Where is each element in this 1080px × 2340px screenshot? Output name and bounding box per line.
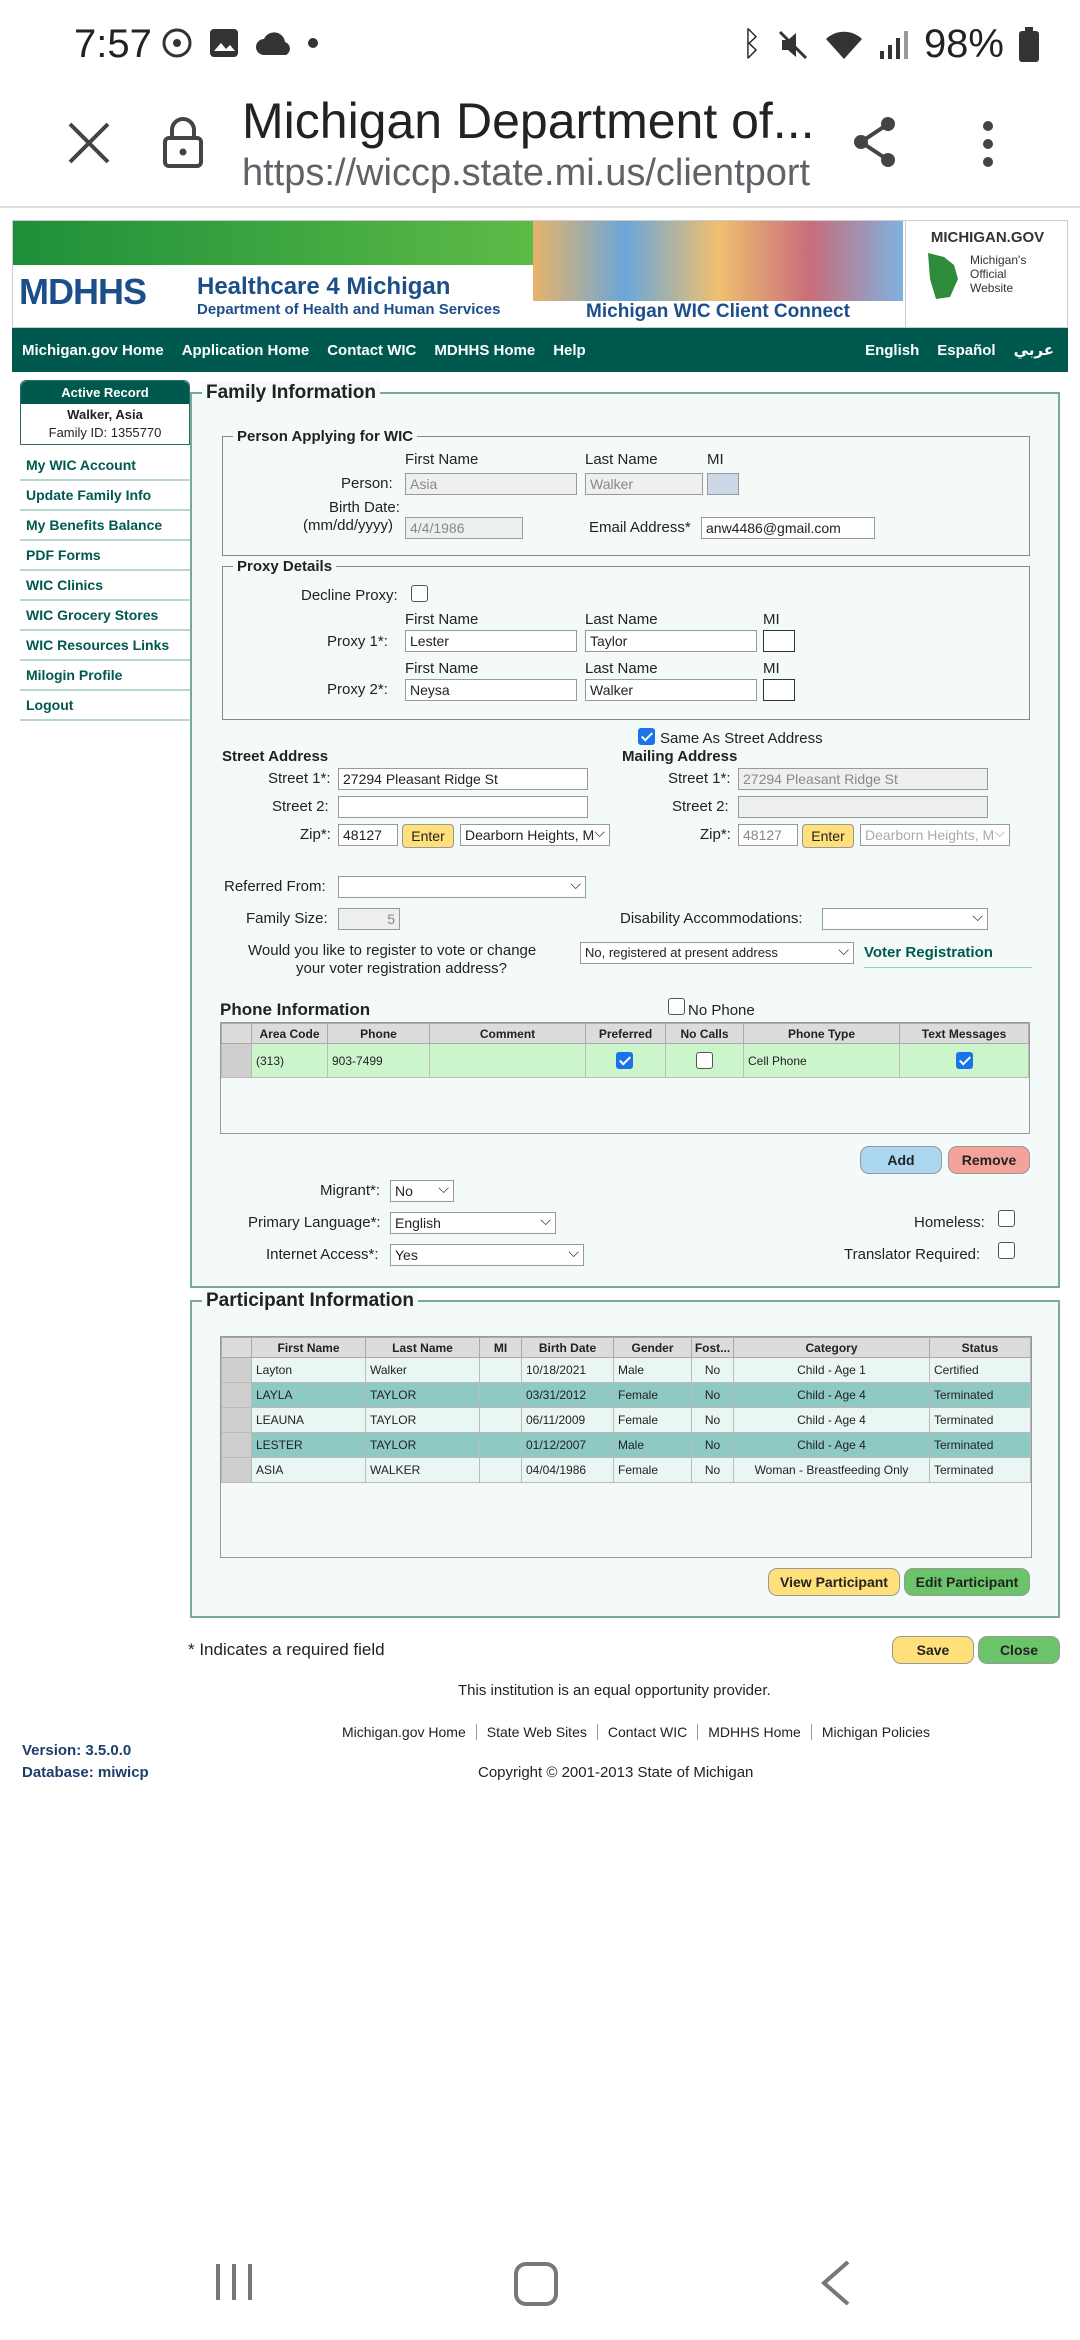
footer-links [332, 1724, 940, 1740]
site-container [12, 220, 1068, 1781]
status-bar [0, 0, 1080, 90]
migrant-select[interactable]: No ⌵ [390, 1180, 454, 1202]
michigan-map-icon [922, 249, 970, 301]
person-last-name[interactable]: Walker [585, 473, 703, 495]
sidebar-link-milogin-profile[interactable]: Milogin Profile [20, 661, 190, 691]
mute-icon [776, 28, 810, 62]
edit-participant-button[interactable]: Edit Participant [904, 1568, 1030, 1596]
battery-text: 98% [923, 22, 1004, 66]
person-mi[interactable] [707, 473, 739, 495]
street1-field[interactable]: 27294 Pleasant Ridge St [338, 768, 588, 790]
banner-title: Michigan WIC Client Connect [533, 301, 903, 328]
tagline: Healthcare 4 Michigan [197, 273, 451, 300]
view-participant-button[interactable]: View Participant [768, 1568, 900, 1596]
active-record-box: Active Record Walker, Asia Family ID: 1355770 [20, 380, 190, 445]
home-icon[interactable] [512, 2260, 560, 2308]
proxy1-last-name[interactable]: Taylor [585, 630, 757, 652]
proxy2-mi[interactable] [763, 679, 795, 701]
sync-icon [160, 26, 194, 60]
phone-info-title: Phone Information [220, 1000, 371, 1019]
equal-opportunity-note: This institution is an equal opportunity provider. [458, 1682, 771, 1699]
nav-mdhhs-home[interactable]: MDHHS Home [434, 341, 536, 359]
nav-michigan-home[interactable]: Michigan.gov Home [22, 341, 164, 359]
mailing-city-select[interactable]: Dearborn Heights, M ⌵ [860, 824, 1010, 846]
participant-row[interactable]: Layton Walker 10/18/2021 Male No Child - Age 1 Certified [222, 1358, 1031, 1383]
preferred-checkbox[interactable] [616, 1052, 633, 1069]
proxy2-first-name[interactable]: Neysa [405, 679, 577, 701]
battery-icon [1018, 27, 1040, 63]
lang-espanol[interactable]: Español [937, 341, 996, 359]
sidebar [20, 380, 190, 721]
more-options-icon[interactable] [982, 120, 994, 168]
disability-select[interactable] [822, 908, 988, 930]
share-icon[interactable] [852, 116, 898, 168]
phone-grid [220, 1022, 1030, 1134]
close-icon[interactable] [66, 120, 112, 166]
sidebar-link-logout[interactable]: Logout [20, 691, 190, 721]
voter-registration-link[interactable]: Voter Registration [864, 944, 1032, 968]
proxy1-mi[interactable] [763, 630, 795, 652]
footer-link-contact-wic[interactable]: Contact WIC [598, 1724, 698, 1740]
no-calls-checkbox[interactable] [696, 1052, 713, 1069]
sidebar-link-grocery-stores[interactable]: WIC Grocery Stores [20, 601, 190, 631]
mailing-street1-field[interactable]: 27294 Pleasant Ridge St [738, 768, 988, 790]
lock-icon[interactable] [162, 116, 204, 168]
email-field[interactable]: anw4486@gmail.com [701, 517, 875, 539]
participant-row[interactable]: LESTER TAYLOR 01/12/2007 Male No Child - Age 4 Terminated [222, 1433, 1031, 1458]
family-info-title: Family Information [202, 382, 380, 404]
footer-link-state-web-sites[interactable]: State Web Sites [477, 1724, 598, 1740]
cloud-icon [254, 29, 292, 57]
main-nav [12, 328, 1068, 372]
person-applying-section: Person Applying for WIC First Name Last Name MI Person: Asia Walker Birth Date: (mm/dd/yyyy) 4/4/1986 Email Address* anw4486@gmail.com [222, 436, 1030, 556]
required-note: * Indicates a required field [188, 1640, 385, 1659]
phone-table: Area Code Phone Comment Preferred No Calls Phone Type Text Messages (313) 903-7499 Cell Phone [221, 1023, 1029, 1078]
banner-photo [533, 221, 903, 301]
nav-application-home[interactable]: Application Home [181, 341, 310, 359]
same-as-street-checkbox[interactable] [638, 728, 655, 745]
copyright: Copyright © 2001-2013 State of Michigan [478, 1764, 754, 1781]
primary-language-select[interactable]: English ⌵ [390, 1212, 556, 1234]
proxy2-last-name[interactable]: Walker [585, 679, 757, 701]
no-phone-checkbox[interactable] [668, 998, 685, 1015]
site-header [12, 220, 1068, 328]
gallery-icon [208, 27, 240, 59]
voter-registration-select[interactable]: No, registered at present address ⌵ [580, 942, 854, 964]
sidebar-link-update-family-info[interactable]: Update Family Info [20, 481, 190, 511]
participant-information-panel [190, 1290, 1060, 1618]
family-id: Family ID: 1355770 [48, 425, 162, 440]
participant-row[interactable]: ASIA WALKER 04/04/1986 Female No Woman - Breastfeeding Only Terminated [222, 1458, 1031, 1483]
browser-toolbar [0, 90, 1080, 208]
translator-checkbox[interactable] [998, 1242, 1015, 1259]
birth-date[interactable]: 4/4/1986 [405, 517, 523, 539]
sidebar-link-my-wic-account[interactable]: My WIC Account [20, 451, 190, 481]
family-information-panel: Family Information Person Applying for WIC First Name Last Name MI Person: Asia Walker Birth Date: (mm/dd/yyyy) 4/4/1986 Email Address* anw4486@gmail.com Proxy Details Decline Proxy: First Name Last Name MI Proxy 1*: Lester Taylor First Name Last Name MI Proxy 2*: Neysa Walker Same As Street Address Street Address Mailing Address Street 1*: 27294 Pleasant Ridge St Street 2: Zip*: 48127 Enter Dearborn Heights, M ⌵ Street 1*: 27294 Pleasant Ridge St Street 2: Zip*: 48127 Enter Dearborn Heights, M ⌵ Referred From: ⌵ Family Size: 5 Disability Accommodations: ⌵ Would you like to register to vote or change your voter registration address? No, registered at present address ⌵ Voter Registration Phone Information No Phone Area Code Phone Comment Preferred No Calls Phone Type Text Messages (313) 903-7499 Cell Phone Add Remove Migrant*: No ⌵ Primary Language*: English ⌵ Internet Access*: Yes ⌵ Homeless: Translator Required: [190, 392, 1060, 1288]
referred-from-select[interactable] [338, 876, 586, 898]
mailing-zip-field[interactable]: 48127 [738, 824, 798, 846]
page-title: Michigan Department of... [242, 93, 815, 149]
phone-row[interactable]: (313) 903-7499 Cell Phone [222, 1044, 1029, 1078]
mdhhs-logo[interactable]: MDHHS [19, 271, 146, 312]
footer-link-michigan-home[interactable]: Michigan.gov Home [332, 1724, 477, 1740]
homeless-checkbox[interactable] [998, 1210, 1015, 1227]
back-icon[interactable] [818, 2258, 854, 2308]
sidebar-link-benefits-balance[interactable]: My Benefits Balance [20, 511, 190, 541]
record-name: Walker, Asia [67, 407, 143, 422]
participant-grid [220, 1336, 1032, 1558]
participant-info-title: Participant Information [202, 1290, 418, 1312]
mailing-street2-field[interactable] [738, 796, 988, 818]
department-name: Department of Health and Human Services [197, 301, 501, 318]
decline-proxy-checkbox[interactable] [411, 585, 428, 602]
text-messages-checkbox[interactable] [956, 1052, 973, 1069]
version: Version: 3.5.0.0 [22, 1742, 132, 1759]
family-size-field[interactable]: 5 [338, 908, 400, 930]
save-button[interactable]: Save [892, 1636, 974, 1664]
sidebar-link-pdf-forms[interactable]: PDF Forms [20, 541, 190, 571]
close-button[interactable]: Close [978, 1636, 1060, 1664]
database: Database: miwicp [22, 1764, 149, 1781]
participant-row[interactable]: LAYLA TAYLOR 03/31/2012 Female No Child - Age 4 Terminated [222, 1383, 1031, 1408]
sidebar-link-wic-clinics[interactable]: WIC Clinics [20, 571, 190, 601]
street2-field[interactable] [338, 796, 588, 818]
internet-access-select[interactable]: Yes ⌵ [390, 1244, 584, 1266]
footer-link-mdhhs-home[interactable]: MDHHS Home [698, 1724, 812, 1740]
proxy-details-section: Proxy Details Decline Proxy: First Name Last Name MI Proxy 1*: Lester Taylor First Name Last Name MI Proxy 2*: Neysa Walker [222, 566, 1030, 720]
city-select[interactable]: Dearborn Heights, M ⌵ [460, 824, 610, 846]
nav-help[interactable]: Help [553, 341, 586, 359]
michigan-gov-logo[interactable]: MICHIGAN.GOV Michigan's Official Website [905, 221, 1068, 328]
sidebar-link-resources[interactable]: WIC Resources Links [20, 631, 190, 661]
add-phone-button[interactable]: Add [860, 1146, 942, 1174]
clock: 7:57 [74, 22, 152, 66]
wifi-icon [824, 29, 864, 61]
android-nav-bar [0, 2220, 1080, 2340]
proxy1-first-name[interactable]: Lester [405, 630, 577, 652]
zip-enter-button[interactable]: Enter [402, 824, 454, 848]
bluetooth-icon: ᛒ [741, 25, 762, 63]
lang-arabic[interactable]: عربي [1013, 342, 1054, 359]
nav-contact-wic[interactable]: Contact WIC [327, 341, 417, 359]
participant-table: First Name Last Name MI Birth Date Gender Fost... Category Status Layton Walker 10/18/2021 Male No Child - Age 1 Certified LAYLA TAYLOR 03/31/2012 Female No Child - Age 4 Terminated LEAUNA TAYLOR 06/11/2009 Female No Child - Age 4 Terminated LESTER TAYLOR 01/12/2007 Male No Child - Age 4 Terminated ASIA WALKER 04/04/1986 Female No Woman - Breastfeeding Only Terminated [221, 1337, 1031, 1483]
remove-phone-button[interactable]: Remove [948, 1146, 1030, 1174]
footer-link-michigan-policies[interactable]: Michigan Policies [821, 1724, 930, 1740]
dot-icon [306, 36, 320, 50]
url-bar[interactable]: https://wiccp.state.mi.us/clientport [242, 152, 811, 194]
recent-apps-icon[interactable] [212, 2260, 256, 2304]
participant-row[interactable]: LEAUNA TAYLOR 06/11/2009 Female No Child - Age 4 Terminated [222, 1408, 1031, 1433]
lang-english[interactable]: English [865, 341, 920, 359]
person-first-name[interactable]: Asia [405, 473, 577, 495]
signal-icon [878, 29, 910, 61]
mailing-zip-enter-button[interactable]: Enter [802, 824, 854, 848]
zip-field[interactable]: 48127 [338, 824, 398, 846]
